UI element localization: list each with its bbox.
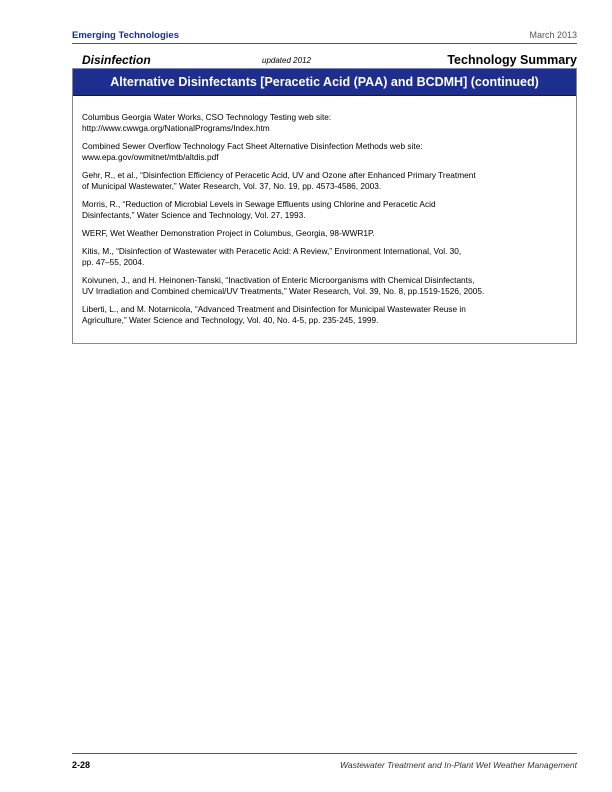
reference-item: Columbus Georgia Water Works, CSO Technology Testing web site: http://www.cwwga.org/NationalPrograms/Index.htm — [82, 112, 332, 134]
section-header — [72, 53, 577, 67]
reference-item: Morris, R., “Reduction of Microbial Levels in Sewage Effluents using Chlorine and Peracetic Acid Disinfectants,” Water Science and Technology, Vol. 27, 1993. — [82, 199, 436, 221]
reference-item: WERF, Wet Weather Demonstration Project in Columbus, Georgia, 98-WWR1P. — [82, 228, 375, 238]
reference-item: Combined Sewer Overflow Technology Fact Sheet Alternative Disinfection Methods web site: www.epa.gov/owmitnet/mtb/altdis.pdf — [82, 141, 423, 163]
series-title: Emerging Technologies — [72, 30, 179, 41]
updated-note: updated 2012 — [262, 56, 311, 65]
box-title: Alternative Disinfectants [Peracetic Acid (PAA) and BCDMH] (continued) — [110, 75, 539, 89]
header-date: March 2013 — [529, 30, 577, 40]
reference-list — [82, 112, 572, 333]
reference-item: Koivunen, J., and H. Heinonen-Tanski, “Inactivation of Enteric Microorganisms with Chemical Disinfectants, UV Irradiation and Combined chemical/UV Treatments,” Water Research, Vol. 39, No. 8, pp.1519-1526, 2005. — [82, 274, 485, 296]
reference-item: Kitis, M., “Disinfection of Wastewater with Peracetic Acid: A Review,” Environment International, Vol. 30, pp. 47–55, 2004. — [82, 245, 462, 267]
footer-rule — [72, 753, 577, 754]
reference-item: Liberti, L., and M. Notarnicola, “Advanced Treatment and Disinfection for Municipal Wastewater Reuse in Agriculture,” Water Science and Technology, Vol. 40, No. 4-5, pp. 235-245, 1999. — [82, 303, 466, 325]
footer-title: Wastewater Treatment and In-Plant Wet Weather Management — [339, 760, 577, 770]
section-name: Disinfection — [82, 53, 151, 67]
reference-item: Gehr, R., et al., “Disinfection Efficiency of Peracetic Acid, UV and Ozone after Enhanced Primary Treatment of Municipal Wastewater,” Water Research, Vol. 37, No. 19, pp. 4573-4586, 2003. — [82, 170, 476, 192]
box-title-bar — [73, 69, 576, 96]
header-rule — [72, 43, 577, 44]
document-type: Technology Summary — [447, 53, 577, 67]
page-header — [72, 30, 577, 42]
references-box — [72, 68, 577, 344]
page-number: 2-28 — [72, 760, 91, 770]
